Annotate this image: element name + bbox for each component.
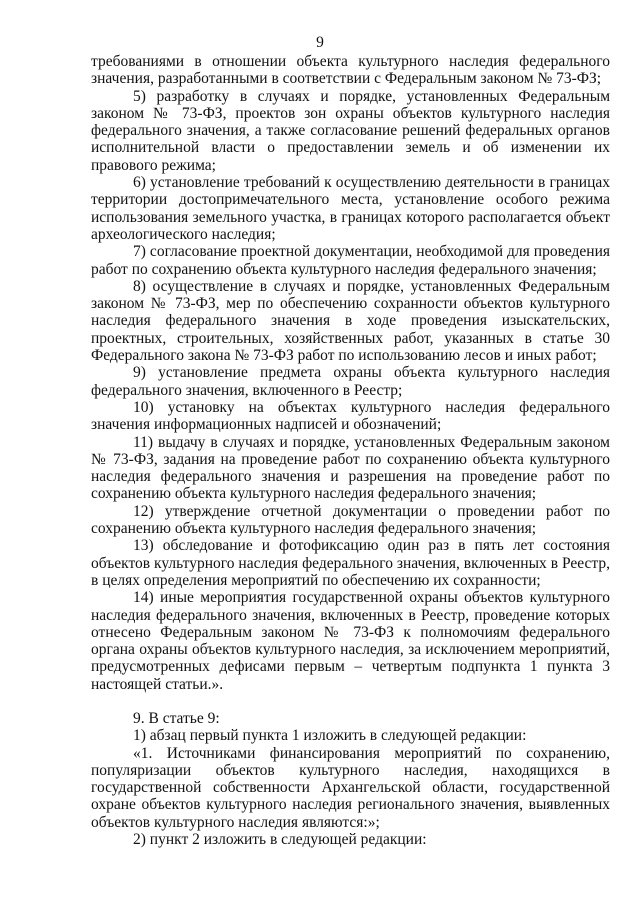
page-number: 9 — [316, 34, 324, 51]
paragraph-item-7: 7) согласование проектной документации, необходимой для проведения работ по сохранению объекта культурного наследия федерального значения; — [91, 243, 610, 278]
section-heading-article-9: 9. В статье 9: — [133, 709, 220, 727]
paragraph-item-9: 9) установление предмета охраны объекта культурного наследия федерального значения, включенного в Реестр; — [91, 364, 610, 399]
paragraph-amendment-2: 2) пункт 2 изложить в следующей редакции: — [133, 831, 427, 849]
paragraph-continuation: требованиями в отношении объекта культурного наследия федерального значения, разработанными в соответствии с Федеральным законом № 73-ФЗ; — [91, 53, 610, 88]
paragraph-item-6: 6) установление требований к осуществлению деятельности в границах территории достопримечательного места, установление особого режима использования земельного участка, в границах которого располагается объект археологического наследия; — [91, 174, 610, 243]
paragraph-amendment-1: 1) абзац первый пункта 1 изложить в следующей редакции: — [133, 727, 527, 745]
paragraph-item-13: 13) обследование и фотофиксацию один раз в пять лет состояния объектов культурного наследия федерального значения, включенных в Реестр, в целях определения мероприятий по обеспечению их сохранности; — [91, 537, 610, 589]
paragraph-item-10: 10) установку на объектах культурного наследия федерального значения информационных надписей и обозначений; — [91, 398, 610, 434]
paragraph-item-14: 14) иные мероприятия государственной охраны объектов культурного наследия федерального значения, включенных в Реестр, проведение которых отнесено Федеральным законом № 73-ФЗ к полномочиям федерального органа охраны объектов культурного наследия, за исключением мероприятий, предусмотренных дефисами первым – четвертым подпункта 1 пункта 3 настоящей статьи.». — [91, 589, 610, 693]
document-body — [91, 53, 610, 848]
paragraph-item-5: 5) разработку в случаях и порядке, установленных Федеральным законом № 73-ФЗ, проектов зон охраны объектов культурного наследия федерального значения, а также согласование решений федеральных органов исполнительной власти о предоставлении земель и об изменении их правового режима; — [91, 87, 610, 174]
paragraph-item-12: 12) утверждение отчетной документации о проведении работ по сохранению объекта культурного наследия федерального значения; — [91, 502, 610, 538]
paragraph-quoted-text: «1. Источниками финансирования мероприятий по сохранению, популяризации объектов культурного наследия, находящихся в государственной собственности Архангельской области, государственной охране объектов культурного наследия регионального значения, выявленных объектов культурного наследия являются:»; — [91, 744, 610, 831]
paragraph-item-11: 11) выдачу в случаях и порядке, установленных Федеральным законом № 73-ФЗ, задания на проведение работ по сохранению объекта культурного наследия федерального значения и разрешения на проведение работ по сохранению объекта культурного наследия федерального значения; — [91, 433, 610, 503]
paragraph-item-8: 8) осуществление в случаях и порядке, установленных Федеральным законом № 73-ФЗ, мер по обеспечению сохранности объектов культурного наследия федерального значения в ходе проведения изыскательских, проектных, строительных, хозяйственных работ, указанных в статье 30 Федерального закона № 73-ФЗ работ по использованию лесов и иных работ; — [91, 277, 610, 365]
section-gap — [91, 693, 610, 710]
